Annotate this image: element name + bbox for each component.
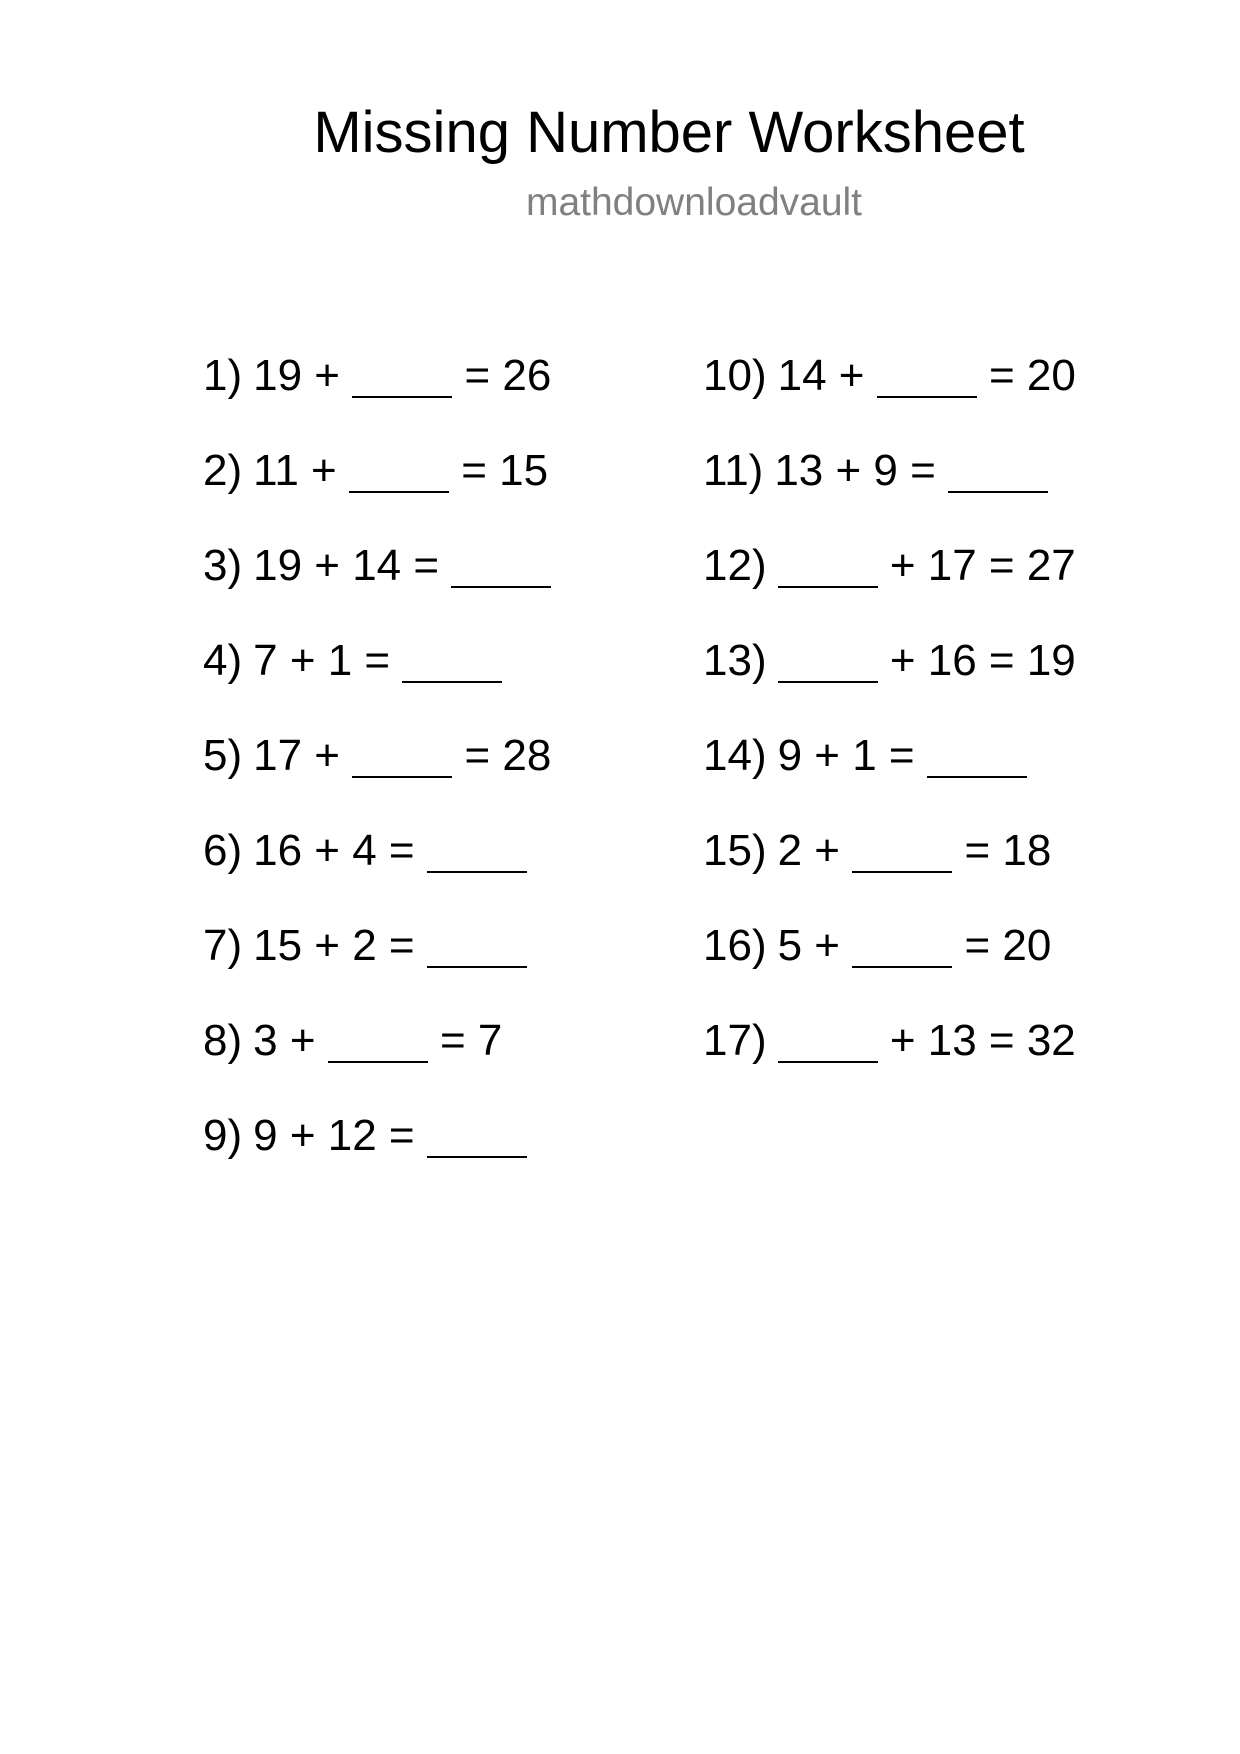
answer-blank[interactable] <box>852 966 952 968</box>
problem-text: = 26 <box>464 351 552 400</box>
problem-item <box>703 635 1076 730</box>
answer-blank[interactable] <box>948 491 1048 493</box>
problem-text: 16 + 4 = <box>253 826 415 875</box>
problem-number: 10) <box>703 351 767 400</box>
answer-blank[interactable] <box>328 1061 428 1063</box>
problem-number: 16) <box>703 921 767 970</box>
problem-text: 2 + <box>777 826 840 875</box>
answer-blank[interactable] <box>778 1061 878 1063</box>
problem-item <box>203 920 551 1015</box>
problem-text: + 13 = 32 <box>889 1016 1076 1065</box>
problem-text: + 16 = 19 <box>889 636 1076 685</box>
answer-blank[interactable] <box>352 776 452 778</box>
problem-text: = 7 <box>439 1016 503 1065</box>
answer-blank[interactable] <box>927 776 1027 778</box>
problem-number: 11) <box>703 446 764 495</box>
answer-blank[interactable] <box>349 491 449 493</box>
problem-text: 7 + 1 = <box>253 636 391 685</box>
answer-blank[interactable] <box>352 396 452 398</box>
problem-item <box>703 350 1076 445</box>
problem-text: = 20 <box>964 921 1052 970</box>
answer-blank[interactable] <box>402 681 502 683</box>
problem-text: = 18 <box>964 826 1052 875</box>
problem-item <box>703 730 1076 825</box>
page-subtitle: mathdownloadvault <box>525 181 863 224</box>
problem-number: 17) <box>703 1016 767 1065</box>
problem-item <box>703 1015 1076 1110</box>
problem-number: 1) <box>203 351 243 400</box>
problem-text: 11 + <box>253 446 337 495</box>
problem-text: = 15 <box>461 446 549 495</box>
answer-blank[interactable] <box>427 871 527 873</box>
problem-text: 15 + 2 = <box>253 921 415 970</box>
problem-column-1 <box>203 350 551 1205</box>
answer-blank[interactable] <box>427 966 527 968</box>
problem-number: 5) <box>203 731 243 780</box>
problem-item <box>703 540 1076 635</box>
problem-item <box>203 730 551 825</box>
problem-text: + 17 = 27 <box>889 541 1076 590</box>
problem-item <box>203 1015 551 1110</box>
problem-number: 4) <box>203 636 243 685</box>
problem-text: = 28 <box>464 731 552 780</box>
problem-item <box>703 825 1076 920</box>
problem-text: 5 + <box>777 921 840 970</box>
answer-blank[interactable] <box>451 586 551 588</box>
problem-text: 13 + 9 = <box>774 446 936 495</box>
problem-number: 3) <box>203 541 243 590</box>
problem-item <box>703 920 1076 1015</box>
answer-blank[interactable] <box>852 871 952 873</box>
problem-number: 6) <box>203 826 243 875</box>
answer-blank[interactable] <box>877 396 977 398</box>
problem-number: 8) <box>203 1016 243 1065</box>
problem-text: 3 + <box>253 1016 316 1065</box>
problem-item <box>203 350 551 445</box>
problem-column-2 <box>703 350 1076 1110</box>
problem-item <box>203 635 551 730</box>
problem-text: 19 + 14 = <box>253 541 440 590</box>
problem-text: = 20 <box>988 351 1076 400</box>
problem-number: 13) <box>703 636 767 685</box>
problem-item <box>203 540 551 635</box>
problem-item <box>203 825 551 920</box>
problem-text: 19 + <box>253 351 340 400</box>
problem-text: 9 + 12 = <box>253 1111 415 1160</box>
page-title: Missing Number Worksheet <box>313 100 1025 165</box>
problem-number: 7) <box>203 921 243 970</box>
answer-blank[interactable] <box>427 1156 527 1158</box>
problem-text: 17 + <box>253 731 340 780</box>
problem-text: 14 + <box>777 351 865 400</box>
problem-number: 14) <box>703 731 767 780</box>
answer-blank[interactable] <box>778 586 878 588</box>
problem-item <box>203 445 551 540</box>
problem-item <box>203 1110 551 1205</box>
answer-blank[interactable] <box>778 681 878 683</box>
problem-text: 9 + 1 = <box>777 731 915 780</box>
problem-number: 9) <box>203 1111 243 1160</box>
problem-number: 2) <box>203 446 243 495</box>
problem-number: 15) <box>703 826 767 875</box>
problem-number: 12) <box>703 541 767 590</box>
problem-item <box>703 445 1076 540</box>
